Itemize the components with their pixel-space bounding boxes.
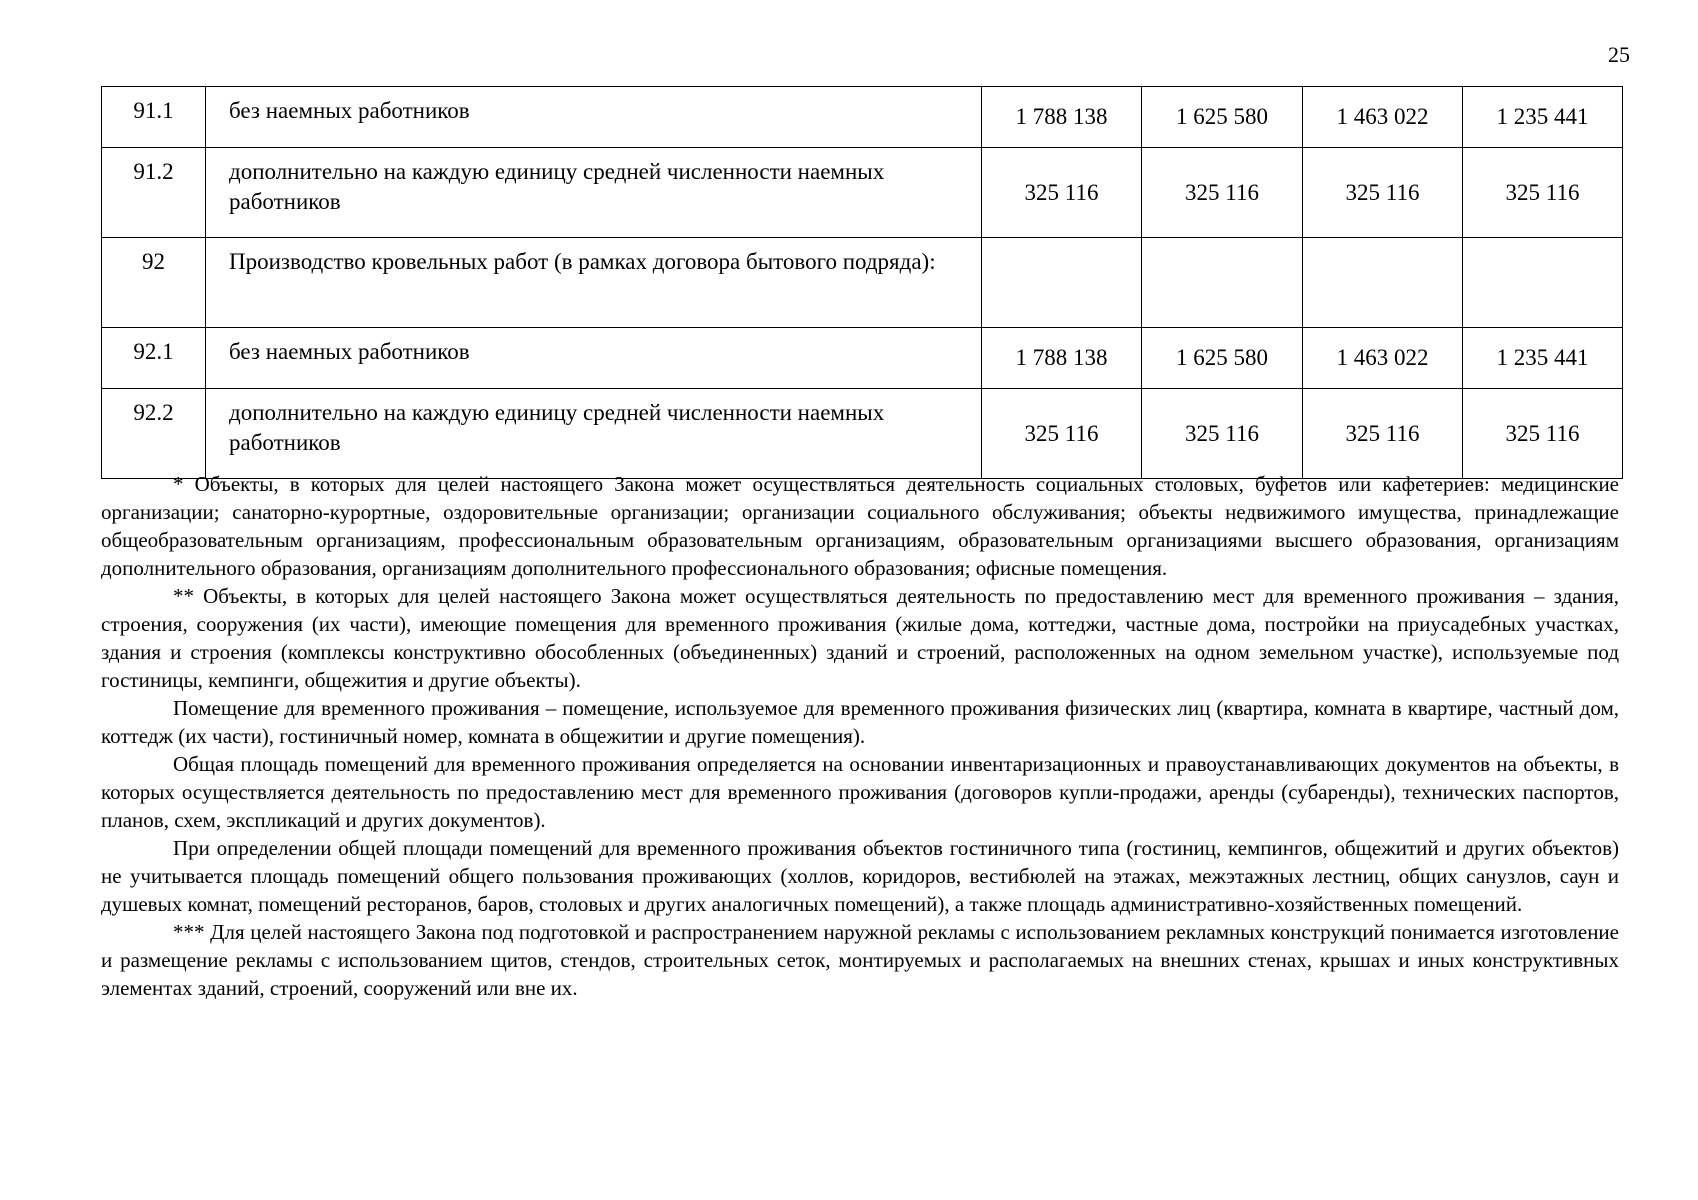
value-cell: 325 116 <box>1142 389 1303 479</box>
value-cell: 1 463 022 <box>1303 87 1463 148</box>
value-cell: 325 116 <box>1463 389 1623 479</box>
value-cell: 1 625 580 <box>1142 87 1303 148</box>
row-description: дополнительно на каждую единицу средней численности наемных работников <box>206 148 982 238</box>
table-row <box>102 148 1623 238</box>
value-cell: 1 235 441 <box>1463 328 1623 389</box>
row-number: 92.2 <box>102 389 206 479</box>
value-cell <box>1303 238 1463 328</box>
footnotes <box>101 470 1619 1002</box>
row-description: без наемных работников <box>206 87 982 148</box>
value-cell: 325 116 <box>1303 148 1463 238</box>
value-cell: 325 116 <box>1142 148 1303 238</box>
rates-table <box>101 86 1623 479</box>
footnote-paragraph: *** Для целей настоящего Закона под подготовкой и распространением наружной рекламы с использованием рекламных конструкций понимается изготовление и размещение рекламы с использованием щитов, стендов, строительных сеток, монтируемых и располагаемых на внешних стенах, крышах и иных конструктивных элементах зданий, строений, сооружений или вне их. <box>101 920 1619 1000</box>
footnote-paragraph: Помещение для временного проживания – помещение, используемое для временного проживания физических лиц (квартира, комната в квартире, частный дом, коттедж (их части), гостиничный номер, комната в общежитии и другие помещения). <box>101 696 1619 748</box>
value-cell <box>1142 238 1303 328</box>
value-cell: 325 116 <box>1463 148 1623 238</box>
row-number: 92.1 <box>102 328 206 389</box>
row-number: 91.1 <box>102 87 206 148</box>
row-description: без наемных работников <box>206 328 982 389</box>
value-cell: 1 788 138 <box>982 328 1142 389</box>
value-cell: 1 235 441 <box>1463 87 1623 148</box>
footnote-paragraph: При определении общей площади помещений для временного проживания объектов гостиничного типа (гостиниц, кемпингов, общежитий и других объектов) не учитывается площадь помещений общего пользования проживающих (холлов, коридоров, вестибюлей на этажах, межэтажных лестниц, общих санузлов, саун и душевых комнат, помещений ресторанов, баров, столовых и других аналогичных помещений), а также площадь административно-хозяйственных помещений. <box>101 836 1619 916</box>
value-cell: 325 116 <box>1303 389 1463 479</box>
value-cell: 1 625 580 <box>1142 328 1303 389</box>
table-row <box>102 87 1623 148</box>
row-number: 92 <box>102 238 206 328</box>
value-cell: 1 463 022 <box>1303 328 1463 389</box>
footnote-paragraph: * Объекты, в которых для целей настоящего Закона может осуществляться деятельность социальных столовых, буфетов или кафетериев: медицинские организации; санаторно-курортные, оздоровительные организации; организации социального обслуживания; объекты недвижимого имущества, принадлежащие общеобразовательным организациям, профессиональным образовательным организациям, образовательным организациями высшего образования, организациям дополнительного образования, организациям дополнительного профессионального образования; офисные помещения. <box>101 472 1619 580</box>
row-description: Производство кровельных работ (в рамках договора бытового подряда): <box>206 238 982 328</box>
table-row <box>102 328 1623 389</box>
value-cell: 1 788 138 <box>982 87 1142 148</box>
page-number: 25 <box>1608 42 1630 67</box>
value-cell <box>1463 238 1623 328</box>
value-cell <box>982 238 1142 328</box>
footnote-paragraph: ** Объекты, в которых для целей настоящего Закона может осуществляться деятельность по предоставлению мест для временного проживания – здания, строения, сооружения (их части), имеющие помещения для временного проживания (жилые дома, коттеджи, частные дома, постройки на приусадебных участках, здания и строения (комплексы конструктивно обособленных (объединенных) зданий и строений, расположенных на одном земельном участке), используемые под гостиницы, кемпинги, общежития и другие объекты). <box>101 584 1619 692</box>
table-row <box>102 238 1623 328</box>
row-number: 91.2 <box>102 148 206 238</box>
footnote-paragraph: Общая площадь помещений для временного проживания определяется на основании инвентаризационных и правоустанавливающих документов на объекты, в которых осуществляется деятельность по предоставлению мест для временного проживания (договоров купли-продажи, аренды (субаренды), технических паспортов, планов, схем, экспликаций и других документов). <box>101 752 1619 832</box>
value-cell: 325 116 <box>982 148 1142 238</box>
row-description: дополнительно на каждую единицу средней численности наемных работников <box>206 389 982 479</box>
table-row <box>102 389 1623 479</box>
value-cell: 325 116 <box>982 389 1142 479</box>
